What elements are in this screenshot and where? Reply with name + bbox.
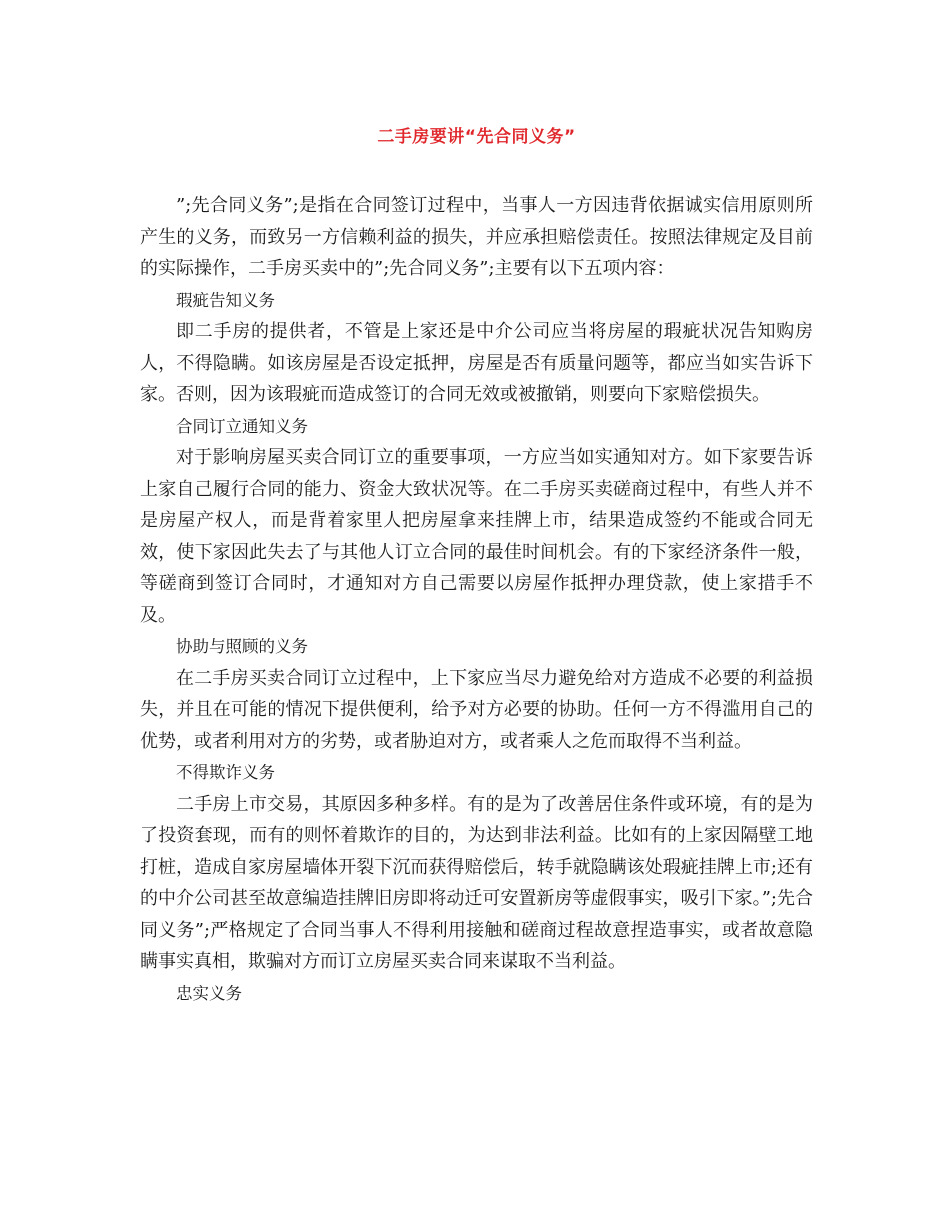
section-heading-defect-notice: 瑕疵告知义务 (176, 290, 275, 310)
paragraph-no-fraud: 二手房上市交易，其原因多种多样。有的是为了改善居住条件或环境，有的是为了投资套现，而有的则怀着欺诈的目的，为达到非法利益。比如有的上家因隔壁工地打桩，造成自家房屋墙体开裂下沉而获得赔偿后，转手就隐瞒该处瑕疵挂牌上市;还有的中介公司甚至故意编造挂牌旧房即将动迁可安置新房等虚假事实，吸引下家。”;先合同义务”;严格规定了合同当事人不得利用接触和磋商过程故意捏造事实，或者故意隐瞒事实真相，欺骗对方而订立房屋买卖合同来谋取不当利益。 (140, 793, 813, 972)
document-body (140, 190, 813, 1009)
section-heading-assistance: 协助与照顾的义务 (176, 637, 308, 656)
section-heading-loyalty: 忠实义务 (176, 983, 242, 1003)
paragraph-defect-notice: 即二手房的提供者，不管是上家还是中介公司应当将房屋的瑕疵状况告知购房人，不得隐瞒。如该房屋是否设定抵押，房屋是否有质量问题等，都应当如实告诉下家。否则，因为该瑕疵而造成签订的合同无效或被撤销，则要向下家赔偿损失。 (140, 321, 813, 405)
document-title: 二手房要讲“先合同义务” (377, 127, 576, 147)
section-heading-no-fraud: 不得欺诈义务 (176, 763, 275, 782)
paragraph-assistance: 在二手房买卖合同订立过程中，上下家应当尽力避免给对方造成不必要的利益损失，并且在可能的情况下提供便利，给予对方必要的协助。任何一方不得滥用自己的优势，或者利用对方的劣势，或者胁迫对方，或者乘人之危而取得不当利益。 (140, 667, 813, 752)
section-heading-contract-notice: 合同订立通知义务 (176, 416, 308, 436)
paragraph-intro: ”;先合同义务”;是指在合同签订过程中，当事人一方因违背依据诚实信用原则所产生的义务，而致另一方信赖利益的损失，并应承担赔偿责任。按照法律规定及目前的实际操作，二手房买卖中的”;先合同义务”;主要有以下五项内容： (140, 195, 813, 279)
paragraph-contract-notice: 对于影响房屋买卖合同订立的重要事项，一方应当如实通知对方。如下家要告诉上家自己履行合同的能力、资金大致状况等。在二手房买卖磋商过程中，有些人并不是房屋产权人，而是背着家里人把房屋拿来挂牌上市，结果造成签约不能或合同无效，使下家因此失去了与其他人订立合同的最佳时间机会。有的下家经济条件一般，等磋商到签订合同时，才通知对方自己需要以房屋作抵押办理贷款，使上家措手不及。 (140, 447, 813, 626)
